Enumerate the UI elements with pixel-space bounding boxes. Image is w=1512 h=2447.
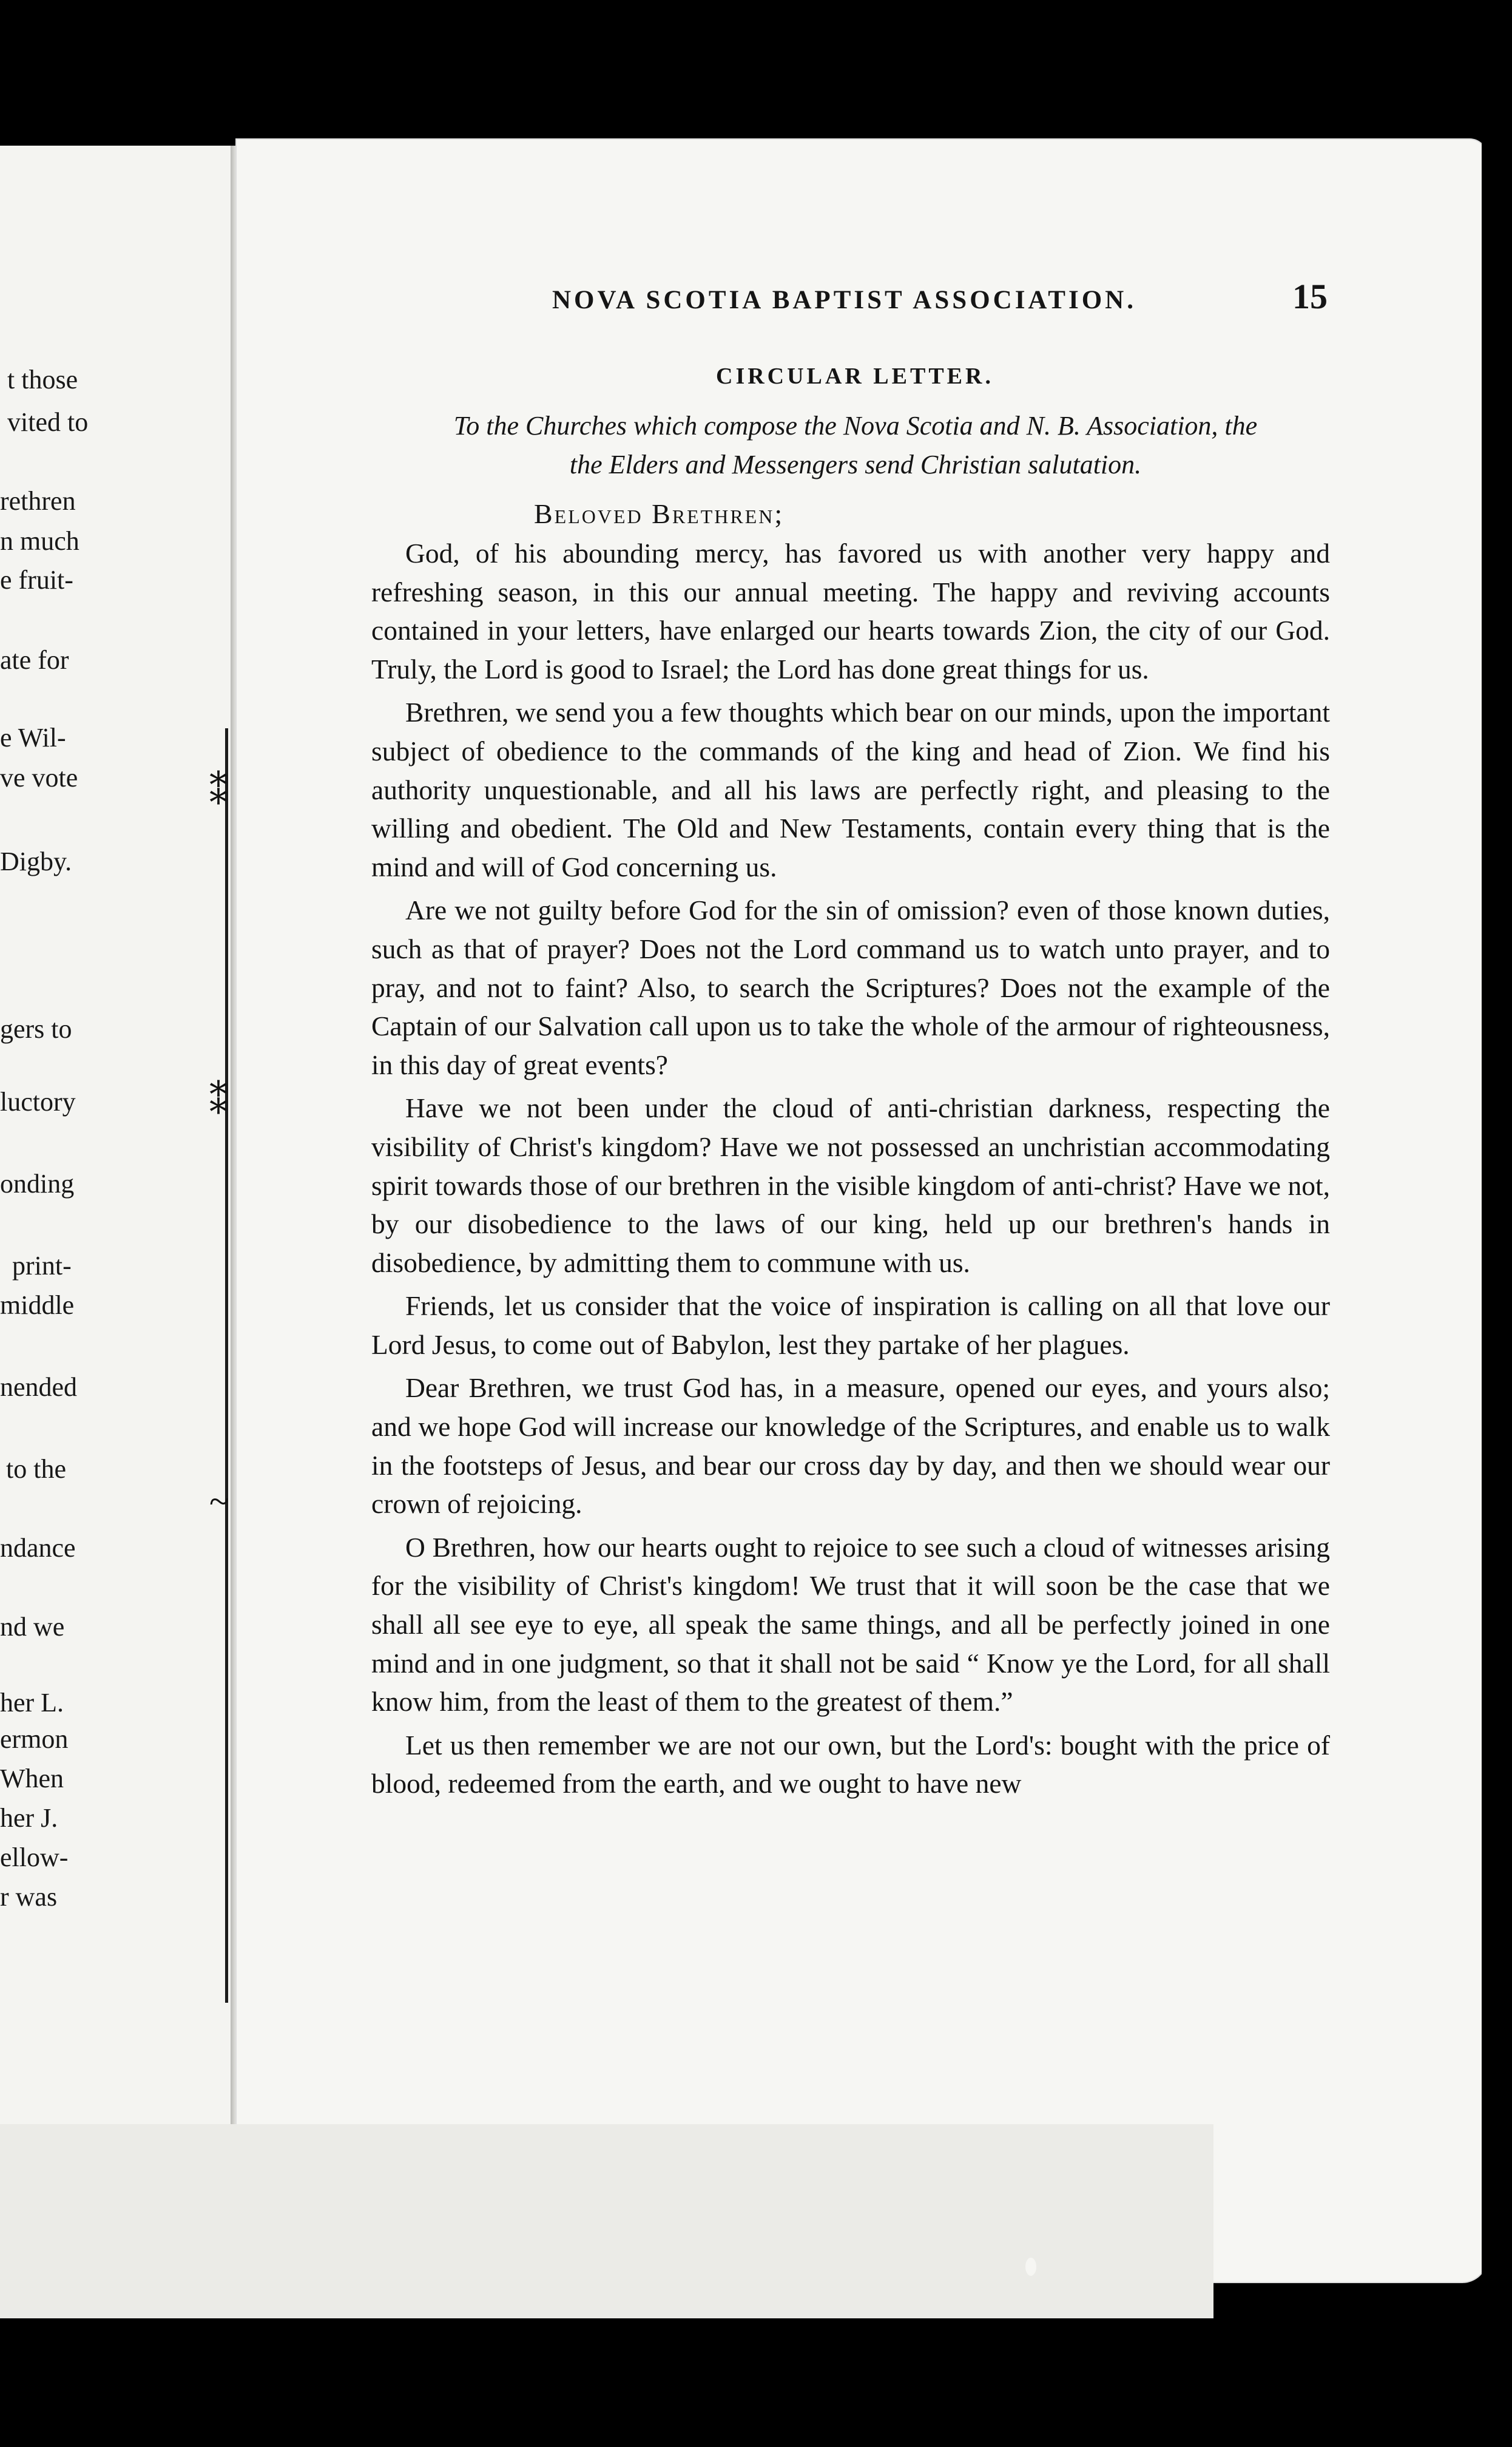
- left-page-fragment: Digby.: [0, 847, 72, 876]
- paragraph: Dear Brethren, we trust God has, in a measure, opened our eyes, and yours also; and we hope God will increase our knowledge of the Scriptures, and enable us to walk in the footsteps of Jesus, and bear our cross day by day, and then we should wear our crown of rejoicing.: [371, 1372, 1330, 1520]
- left-page-fragment: nended: [0, 1372, 78, 1402]
- left-page-fragment: ndance: [0, 1533, 76, 1563]
- paragraph: O Brethren, how our hearts ought to rejoice to see such a cloud of witnesses arising for the visibility of Christ's kingdom! We trust that it will soon be the case that we shall all see eye to eye, all speak the same things, and all be perfectly joined in one mind and in one judgment, so that it shall not be said “ Know ye the Lord, for all shall know him, from the least of them to the greatest of them.”: [371, 1531, 1330, 1718]
- left-page-fragment: rethren: [0, 486, 76, 516]
- page-gutter: [231, 146, 237, 2306]
- left-page-fragment: When: [0, 1764, 64, 1793]
- binding-mark: ~: [209, 1481, 229, 1521]
- left-page-fragment: n much: [0, 526, 79, 556]
- binding-mark: ⁑: [209, 1081, 228, 1122]
- letter-title: CIRCULAR LETTER.: [716, 364, 994, 389]
- binding-rule: [225, 728, 228, 2003]
- scan-edge: [1482, 0, 1512, 2447]
- paragraph: Let us then remember we are not our own, but the Lord's: bought with the price of blood, redeemed from the earth, and we ought to have new: [371, 1729, 1330, 1799]
- left-page-fragment: e fruit-: [0, 565, 73, 595]
- paragraph: Brethren, we send you a few thoughts which bear on our minds, upon the important subject of obedience to the commands of the king and head of Zion. We find his authority unquestionable, and all his laws are perfectly right, and pleasing to the willing and obedient. The Old and New Testaments, contain every thing that is the mind and will of God concerning us.: [371, 697, 1330, 882]
- binding-mark: ⁑: [209, 772, 228, 812]
- left-page-fragment: gers to: [0, 1014, 72, 1044]
- left-page-fragment: print-: [12, 1251, 72, 1281]
- left-page-fragment: onding: [0, 1169, 75, 1199]
- left-page-fragment: e Wil-: [0, 723, 66, 753]
- running-head: NOVA SCOTIA BAPTIST ASSOCIATION.: [552, 286, 1136, 314]
- letter-body: [371, 534, 1330, 1808]
- left-page: [0, 146, 231, 2306]
- left-page-fragment: ermon: [0, 1724, 69, 1754]
- address-line: To the Churches which compose the Nova Scotia and N. B. Association, the: [453, 411, 1258, 441]
- left-page-fragment: her L.: [0, 1688, 64, 1718]
- left-page-fragment: t those: [7, 365, 78, 394]
- left-page-fragment: middle: [0, 1290, 75, 1320]
- left-page-fragment: ellow-: [0, 1843, 69, 1872]
- left-page-fragment: to the: [6, 1454, 66, 1484]
- page-bottom-edge: [0, 2124, 1213, 2318]
- salutation: Beloved Brethren;: [534, 498, 785, 529]
- left-page-fragment: luctory: [0, 1087, 76, 1117]
- left-page-fragment: vited to: [7, 407, 89, 437]
- left-page-fragment: r was: [0, 1882, 58, 1912]
- page-number: 15: [1292, 277, 1328, 316]
- paragraph: Are we not guilty before God for the sin of omission? even of those known duties, such as that of prayer? Does not the Lord command us to watch unto prayer, and to pray, and not to faint? Also, to search the Scriptures? Does not the example of the Captain of our Salvation call upon us to take the whole of the armour of righteousness, in this day of great events?: [371, 895, 1330, 1080]
- address-line: the Elders and Messengers send Christian salutation.: [569, 450, 1142, 479]
- paragraph: God, of his abounding mercy, has favored us with another very happy and refreshing season, in this our annual meeting. The happy and reviving accounts contained in your letters, have enlarged our hearts towards Zion, the city of our God. Truly, the Lord is good to Israel; the Lord has done great things for us.: [371, 538, 1330, 685]
- left-page-fragment: ve vote: [0, 763, 78, 793]
- left-page-fragment: her J.: [0, 1803, 58, 1833]
- left-page-fragment: ate for: [0, 645, 69, 675]
- scan-smudge: [1025, 2258, 1036, 2276]
- paragraph: Friends, let us consider that the voice of inspiration is calling on all that love our Lord Jesus, to come out of Babylon, lest they partake of her plagues.: [371, 1290, 1330, 1360]
- letter-address: [376, 407, 1335, 484]
- left-page-fragment: nd we: [0, 1612, 65, 1642]
- paragraph: Have we not been under the cloud of anti-christian darkness, respecting the visibility of Christ's kingdom? Have we not possessed an unchristian accommodating spirit towards those of our brethren in the visible kingdom of anti-christ? Have we not, by our disobedience to the laws of our king, held up our brethren's hands in disobedience, by admitting them to commune with us.: [371, 1092, 1330, 1278]
